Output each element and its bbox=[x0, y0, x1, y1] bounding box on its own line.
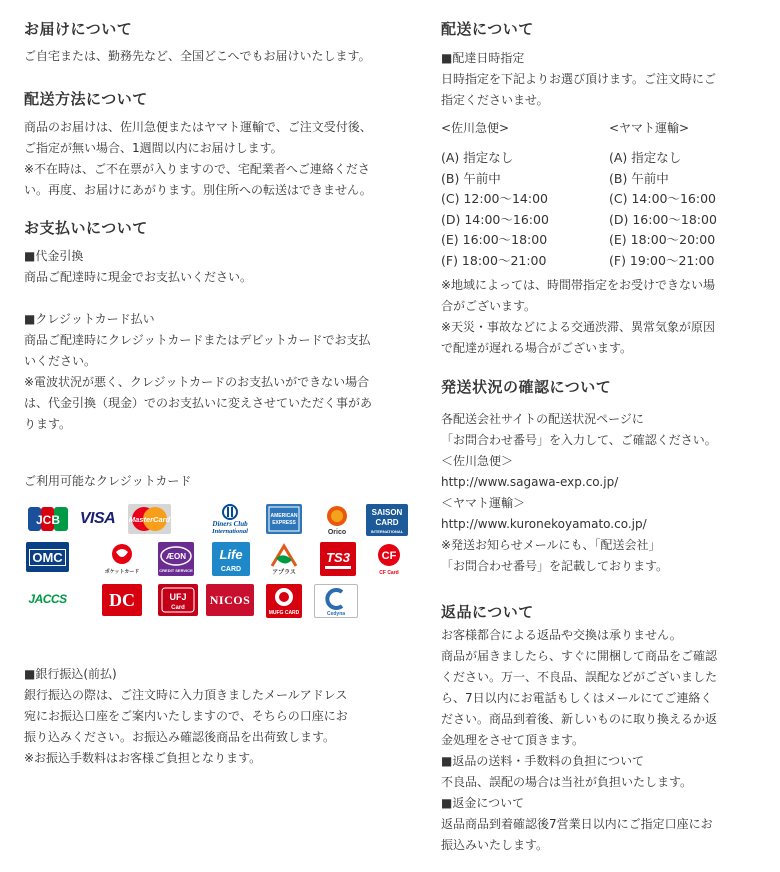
delivery-notice-heading: お届けについて bbox=[24, 20, 133, 38]
nicos-logo: NICOS bbox=[206, 584, 254, 616]
life-card-logo bbox=[212, 542, 250, 576]
aplus-logo bbox=[266, 542, 302, 576]
saison-card-logo bbox=[366, 504, 408, 536]
pocket-card-logo bbox=[102, 542, 142, 576]
svg-text:JCB: JCB bbox=[35, 513, 60, 527]
svg-text:Cedyna: Cedyna bbox=[326, 611, 346, 617]
svg-text:TS3: TS3 bbox=[326, 550, 350, 565]
svg-text:CF Card: CF Card bbox=[379, 570, 399, 576]
cf-card-logo bbox=[370, 542, 408, 576]
mastercard-logo bbox=[128, 504, 171, 534]
shipping-notes: ※地域によっては、時間帯指定をお受けできない場 合がございます。 ※天災・事故などによる交通渋滞、異常気象が原因 で配達が遅れる場合がございます。 bbox=[441, 278, 716, 355]
svg-text:AMERICAN: AMERICAN bbox=[270, 513, 298, 519]
sagawa-times: (A) 指定なし (B) 午前中 (C) 12:00～14:00 (D) 14:00～16:00 (E) 16:00～18:00 (F) 18:00～21:00 bbox=[441, 150, 549, 268]
jcb-logo bbox=[26, 504, 69, 534]
delivery-notice-text: ご自宅または、勤務先など、全国どこへでもお届けいたします。 bbox=[24, 49, 371, 63]
jaccs-logo: JACCS bbox=[26, 584, 69, 614]
credit-card-text: ■クレジットカード払い 商品ご配達時にクレジットカードまたはデビットカードでお支払 いください。 ※電波状況が悪く、クレジットカードのお支払いができない場合 は、代金引換（現金）でのお支払いに変えさせていただく事があ ります。 bbox=[24, 312, 373, 431]
shipping-method-heading: 配送方法について bbox=[24, 90, 148, 108]
svg-text:Diners Club: Diners Club bbox=[212, 520, 248, 528]
yamato-label: <ヤマト運輸> bbox=[609, 121, 690, 135]
tracking-text: 各配送会社サイトの配送状況ページに 「お問合わせ番号」を入力して、ご確認ください。 ＜佐川急便＞ http://www.sagawa-exp.co.jp/ ＜ヤマト運輸＞ http://www.kuronekoyamato.co.jp/ ※発送お知らせメールにも、「配送会社」 「お問合わせ番号」を記載しております。 bbox=[441, 412, 717, 573]
american-express-logo bbox=[266, 504, 302, 534]
sagawa-label: <佐川急便> bbox=[441, 121, 510, 135]
ts3-logo bbox=[320, 542, 356, 576]
svg-text:Orico: Orico bbox=[327, 529, 347, 536]
shipping-heading: 配送について bbox=[441, 20, 534, 38]
svg-text:CARD: CARD bbox=[375, 518, 399, 527]
yamato-times: (A) 指定なし (B) 午前中 (C) 14:00～16:00 (D) 16:00～18:00 (E) 18:00～20:00 (F) 19:00～21:00 bbox=[609, 150, 717, 268]
payment-heading: お支払いについて bbox=[24, 219, 148, 237]
tracking-heading: 発送状況の確認について bbox=[441, 378, 612, 396]
cedyna-logo bbox=[314, 584, 358, 618]
svg-text:MasterCard: MasterCard bbox=[128, 515, 171, 524]
omc-logo: OMC bbox=[26, 542, 69, 572]
ufj-card-logo bbox=[158, 584, 198, 616]
svg-text:アプラス: アプラス bbox=[272, 569, 296, 576]
svg-text:Card: Card bbox=[171, 605, 185, 611]
mufg-card-logo bbox=[266, 584, 302, 618]
returns-heading: 返品について bbox=[441, 603, 534, 621]
svg-text:International: International bbox=[212, 528, 248, 534]
returns-text: お客様都合による返品や交換は承りません。 商品が届きましたら、すぐに開梱して商品をご確認 ください。万一、不良品、誤配などがございました ら、7日以内にお電話もしくはメールにてご連絡く ださい。商品到着後、新しいものに取り換えるか返 金処理をさせて頂きます。 ■返品の送料・手数料の負担について 不良品、誤配の場合は当社が負担いたします。 ■返金について 返品商品到着確認後7営業日以内にご指定口座にお 振込みいたします。 bbox=[441, 628, 718, 852]
svg-text:EXPRESS: EXPRESS bbox=[272, 520, 296, 526]
orico-logo bbox=[322, 504, 352, 536]
dc-logo: DC bbox=[102, 584, 142, 616]
svg-text:CF: CF bbox=[381, 550, 397, 562]
svg-text:INTERNATIONAL: INTERNATIONAL bbox=[370, 529, 404, 534]
cod-text: ■代金引換 商品ご配達時に現金でお支払いください。 bbox=[24, 249, 253, 284]
cards-label: ご利用可能なクレジットカード bbox=[24, 474, 192, 488]
svg-text:ポケットカード: ポケットカード bbox=[104, 569, 140, 575]
svg-text:CREDIT SERVICE: CREDIT SERVICE bbox=[159, 568, 193, 573]
delivery-time-intro: ■配達日時指定 日時指定を下記よりお選び頂けます。ご注文時にご 指定くださいませ。 bbox=[441, 51, 717, 107]
bank-transfer-text: ■銀行振込(前払) 銀行振込の際は、ご注文時に入力頂きましたメールアドレス 宛にお振込口座をご案内いたしますので、そちらの口座にお 振り込みください。お振込み確認後商品を出荷致します。 ※お振込手数料はお客様ご負担となります。 bbox=[24, 667, 348, 765]
svg-text:Life: Life bbox=[219, 547, 243, 562]
svg-text:ÆON: ÆON bbox=[166, 552, 186, 561]
svg-text:MUFG CARD: MUFG CARD bbox=[268, 610, 300, 616]
svg-text:SAISON: SAISON bbox=[371, 508, 403, 517]
aeon-logo bbox=[158, 542, 194, 576]
visa-logo: VISA bbox=[76, 504, 119, 534]
delivery-time-table bbox=[441, 118, 756, 271]
svg-text:CARD: CARD bbox=[220, 566, 242, 573]
diners-club-logo bbox=[206, 504, 254, 534]
svg-text:UFJ: UFJ bbox=[169, 592, 187, 602]
shipping-method-text: 商品のお届けは、佐川急便またはヤマト運輸で、ご注文受付後、 ご指定が無い場合、1週間以内にお届けします。 ※不在時は、ご不在票が入りますので、宅配業者へご連絡くださ い。再度、お届けにあがります。別住所への転送はできません。 bbox=[24, 120, 372, 197]
